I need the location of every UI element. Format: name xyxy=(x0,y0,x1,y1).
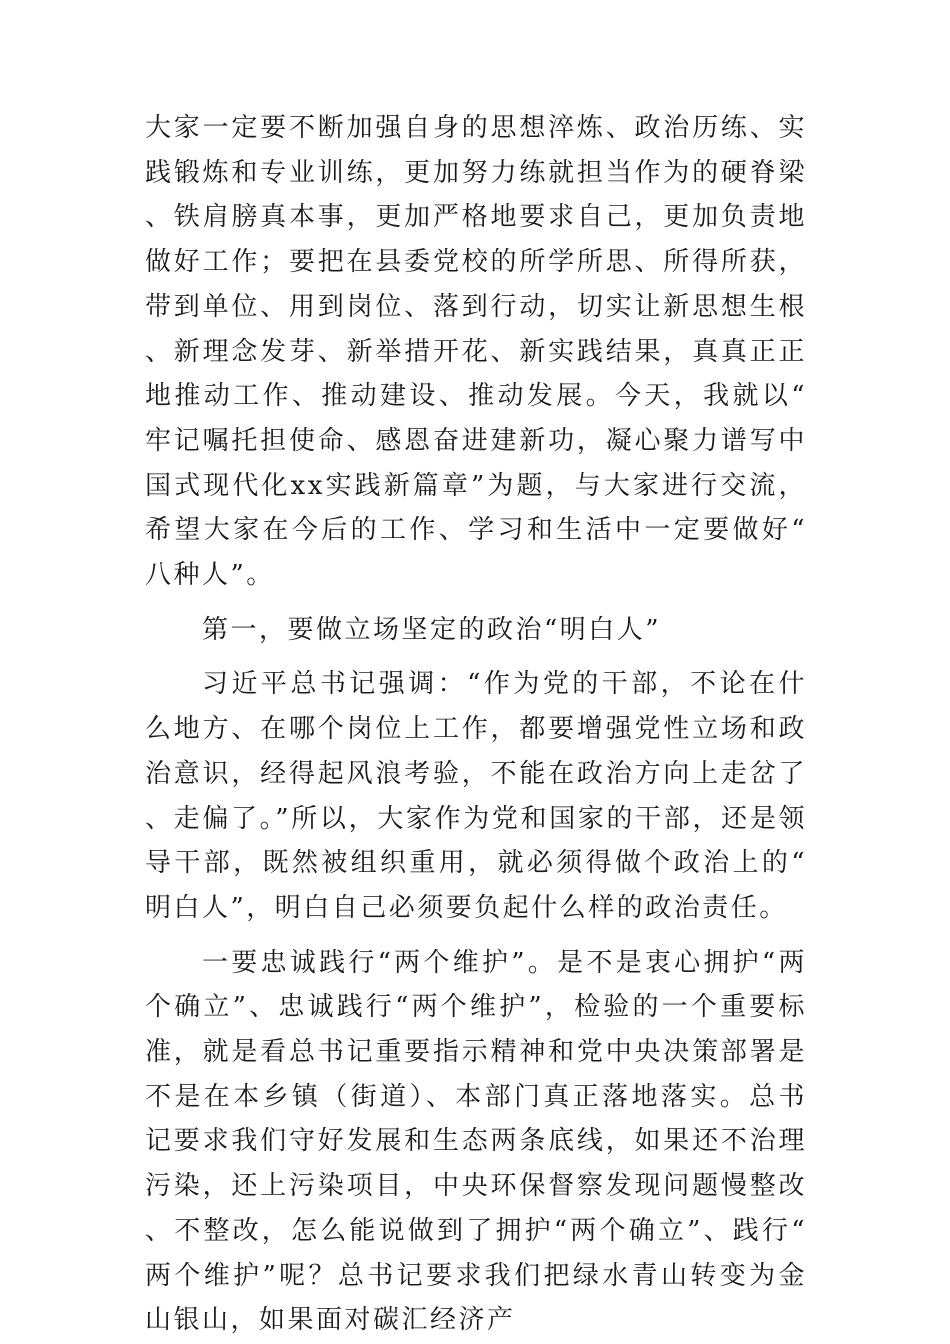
paragraph-point-1: 一要忠诚践行“两个维护”。是不是衷心拥护“两个确立”、忠诚践行“两个维护”，检验的一个重要标准，就是看总书记重要指示精神和党中央决策部署是不是在本乡镇（街道）、本部门真正落地落实。总书记要求我们守好发展和生态两条底线，如果还不治理污染，还上污染项目，中央环保督察发现问题慢整改、不整改，怎么能说做到了拥护“两个确立”、践行“两个维护”呢？总书记要求我们把绿水青山转变为金山银山，如果面对碳汇经济产 xyxy=(145,947,807,1336)
paragraph-quote: 习近平总书记强调：“作为党的干部，不论在什么地方、在哪个岗位上工作，都要增强党性立场和政治意识，经得起风浪考验，不能在政治方向上走岔了、走偏了。”所以，大家作为党和国家的干部，还是领导干部，既然被组织重用，就必须得做个政治上的“明白人”，明白自己必须要负起什么样的政治责任。 xyxy=(145,669,807,923)
document-body xyxy=(145,106,807,1343)
section-heading-1: 第一，要做立场坚定的政治“明白人” xyxy=(202,614,662,645)
paragraph-intro: 大家一定要不断加强自身的思想淬炼、政治历练、实践锻炼和专业训练，更加努力练就担当作为的硬脊梁、铁肩膀真本事，更加严格地要求自己，更加负责地做好工作；要把在县委党校的所学所思、所得所获，带到单位、用到岗位、落到行动，切实让新思想生根、新理念发芽、新举措开花、新实践结果，真真正正地推动工作、推动建设、推动发展。今天，我就以“牢记嘱托担使命、感恩奋进建新功，凝心聚力谱写中国式现代化xx实践新篇章”为题，与大家进行交流，希望大家在今后的工作、学习和生活中一定要做好“八种人”。 xyxy=(145,113,807,591)
